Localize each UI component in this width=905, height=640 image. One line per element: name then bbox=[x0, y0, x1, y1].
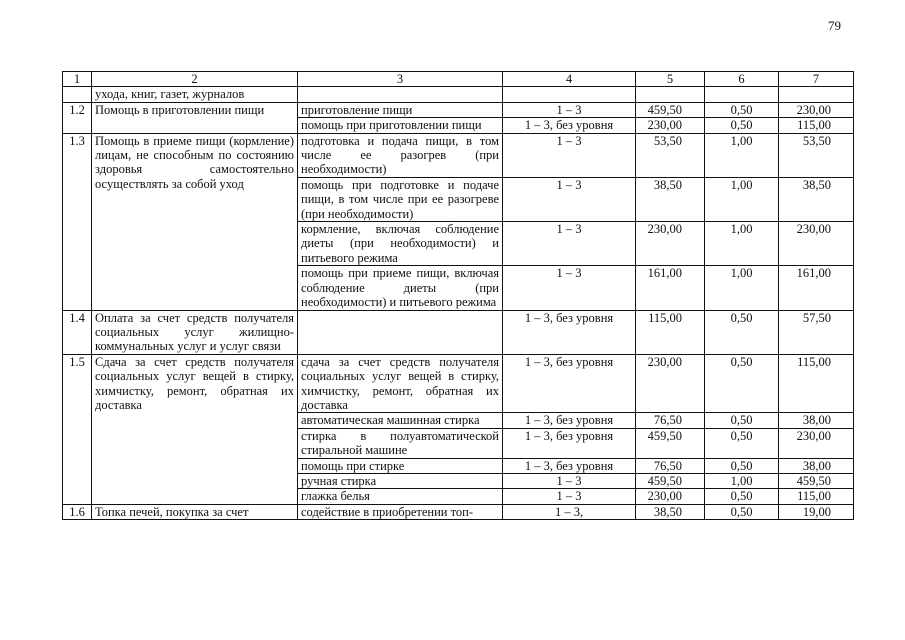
total-price: 115,00 bbox=[779, 118, 854, 133]
service-description: содействие в приобретении топ- bbox=[298, 504, 503, 519]
row-number: 1.4 bbox=[63, 310, 92, 354]
coefficient: 1,00 bbox=[705, 133, 779, 177]
unit-price: 459,50 bbox=[636, 428, 705, 458]
service-description: помощь при приеме пищи, включая соблюдение диеты (при необходимости) и питьевого режима bbox=[298, 266, 503, 310]
total-price bbox=[779, 87, 854, 102]
coefficient: 1,00 bbox=[705, 266, 779, 310]
coefficient: 0,50 bbox=[705, 458, 779, 473]
service-name: Помощь в приеме пищи (кормление) лицам, не способным по состоянию здоровья самостоятельно осуществлять за собой уход bbox=[92, 133, 298, 310]
coefficient: 0,50 bbox=[705, 118, 779, 133]
total-price: 38,50 bbox=[779, 177, 854, 221]
total-price: 230,00 bbox=[779, 102, 854, 117]
col-header-2: 2 bbox=[92, 72, 298, 87]
col-header-6: 6 bbox=[705, 72, 779, 87]
table-row bbox=[63, 102, 854, 117]
row-number: 1.6 bbox=[63, 504, 92, 519]
unit-price: 38,50 bbox=[636, 504, 705, 519]
tariff-table bbox=[62, 71, 854, 520]
row-number bbox=[63, 87, 92, 102]
total-price: 230,00 bbox=[779, 428, 854, 458]
unit-price: 115,00 bbox=[636, 310, 705, 354]
total-price: 230,00 bbox=[779, 222, 854, 266]
need-level: 1 – 3 bbox=[503, 489, 636, 504]
service-description: помощь при стирке bbox=[298, 458, 503, 473]
row-number: 1.5 bbox=[63, 354, 92, 504]
total-price: 53,50 bbox=[779, 133, 854, 177]
column-numbers-row bbox=[63, 72, 854, 87]
coefficient: 1,00 bbox=[705, 222, 779, 266]
unit-price: 459,50 bbox=[636, 102, 705, 117]
service-name: Сдача за счет средств получателя социальных услуг вещей в стирку, химчистку, ремонт, обратная их доставка bbox=[92, 354, 298, 504]
coefficient: 0,50 bbox=[705, 428, 779, 458]
service-description: кормление, включая соблюдение диеты (при необходимости) и питьевого режима bbox=[298, 222, 503, 266]
unit-price: 161,00 bbox=[636, 266, 705, 310]
need-level: 1 – 3 bbox=[503, 266, 636, 310]
service-description bbox=[298, 310, 503, 354]
need-level: 1 – 3, без уровня bbox=[503, 413, 636, 428]
unit-price: 230,00 bbox=[636, 354, 705, 413]
table-row bbox=[63, 133, 854, 177]
service-description: помощь при приготовлении пищи bbox=[298, 118, 503, 133]
service-description: ручная стирка bbox=[298, 473, 503, 488]
total-price: 115,00 bbox=[779, 489, 854, 504]
unit-price: 76,50 bbox=[636, 458, 705, 473]
coefficient bbox=[705, 87, 779, 102]
need-level: 1 – 3 bbox=[503, 102, 636, 117]
unit-price: 459,50 bbox=[636, 473, 705, 488]
need-level: 1 – 3, bbox=[503, 504, 636, 519]
service-description: приготовление пищи bbox=[298, 102, 503, 117]
coefficient: 1,00 bbox=[705, 177, 779, 221]
need-level: 1 – 3 bbox=[503, 222, 636, 266]
table-row bbox=[63, 310, 854, 354]
unit-price bbox=[636, 87, 705, 102]
service-description: стирка в полуавтоматической стиральной машине bbox=[298, 428, 503, 458]
table-row bbox=[63, 354, 854, 413]
unit-price: 230,00 bbox=[636, 489, 705, 504]
row-number: 1.3 bbox=[63, 133, 92, 310]
total-price: 57,50 bbox=[779, 310, 854, 354]
need-level: 1 – 3, без уровня bbox=[503, 428, 636, 458]
need-level bbox=[503, 87, 636, 102]
need-level: 1 – 3, без уровня bbox=[503, 310, 636, 354]
coefficient: 0,50 bbox=[705, 354, 779, 413]
table-row bbox=[63, 87, 854, 102]
service-name: Топка печей, покупка за счет bbox=[92, 504, 298, 519]
col-header-7: 7 bbox=[779, 72, 854, 87]
need-level: 1 – 3, без уровня bbox=[503, 118, 636, 133]
total-price: 115,00 bbox=[779, 354, 854, 413]
unit-price: 38,50 bbox=[636, 177, 705, 221]
coefficient: 0,50 bbox=[705, 310, 779, 354]
unit-price: 230,00 bbox=[636, 222, 705, 266]
service-name: Оплата за счет средств получателя социальных услуг жилищно-коммунальных услуг и услуг связи bbox=[92, 310, 298, 354]
col-header-1: 1 bbox=[63, 72, 92, 87]
coefficient: 1,00 bbox=[705, 473, 779, 488]
need-level: 1 – 3 bbox=[503, 177, 636, 221]
row-number: 1.2 bbox=[63, 102, 92, 133]
coefficient: 0,50 bbox=[705, 102, 779, 117]
need-level: 1 – 3 bbox=[503, 133, 636, 177]
total-price: 459,50 bbox=[779, 473, 854, 488]
coefficient: 0,50 bbox=[705, 413, 779, 428]
unit-price: 230,00 bbox=[636, 118, 705, 133]
need-level: 1 – 3, без уровня bbox=[503, 458, 636, 473]
need-level: 1 – 3 bbox=[503, 473, 636, 488]
total-price: 19,00 bbox=[779, 504, 854, 519]
service-description: автоматическая машинная стирка bbox=[298, 413, 503, 428]
total-price: 38,00 bbox=[779, 413, 854, 428]
col-header-3: 3 bbox=[298, 72, 503, 87]
total-price: 38,00 bbox=[779, 458, 854, 473]
service-description: сдача за счет средств получателя социальных услуг вещей в стирку, химчистку, ремонт, обратная их доставка bbox=[298, 354, 503, 413]
table-row bbox=[63, 504, 854, 519]
coefficient: 0,50 bbox=[705, 504, 779, 519]
service-description: помощь при подготовке и подаче пищи, в том числе при ее разогреве (при необходимости) bbox=[298, 177, 503, 221]
unit-price: 76,50 bbox=[636, 413, 705, 428]
service-description bbox=[298, 87, 503, 102]
need-level: 1 – 3, без уровня bbox=[503, 354, 636, 413]
service-description: подготовка и подача пищи, в том числе ее разогрев (при необходимости) bbox=[298, 133, 503, 177]
coefficient: 0,50 bbox=[705, 489, 779, 504]
col-header-5: 5 bbox=[636, 72, 705, 87]
col-header-4: 4 bbox=[503, 72, 636, 87]
total-price: 161,00 bbox=[779, 266, 854, 310]
page-number: 79 bbox=[828, 18, 841, 33]
service-description: глажка белья bbox=[298, 489, 503, 504]
service-name: Помощь в приготовлении пищи bbox=[92, 102, 298, 133]
service-name: ухода, книг, газет, журналов bbox=[92, 87, 298, 102]
unit-price: 53,50 bbox=[636, 133, 705, 177]
